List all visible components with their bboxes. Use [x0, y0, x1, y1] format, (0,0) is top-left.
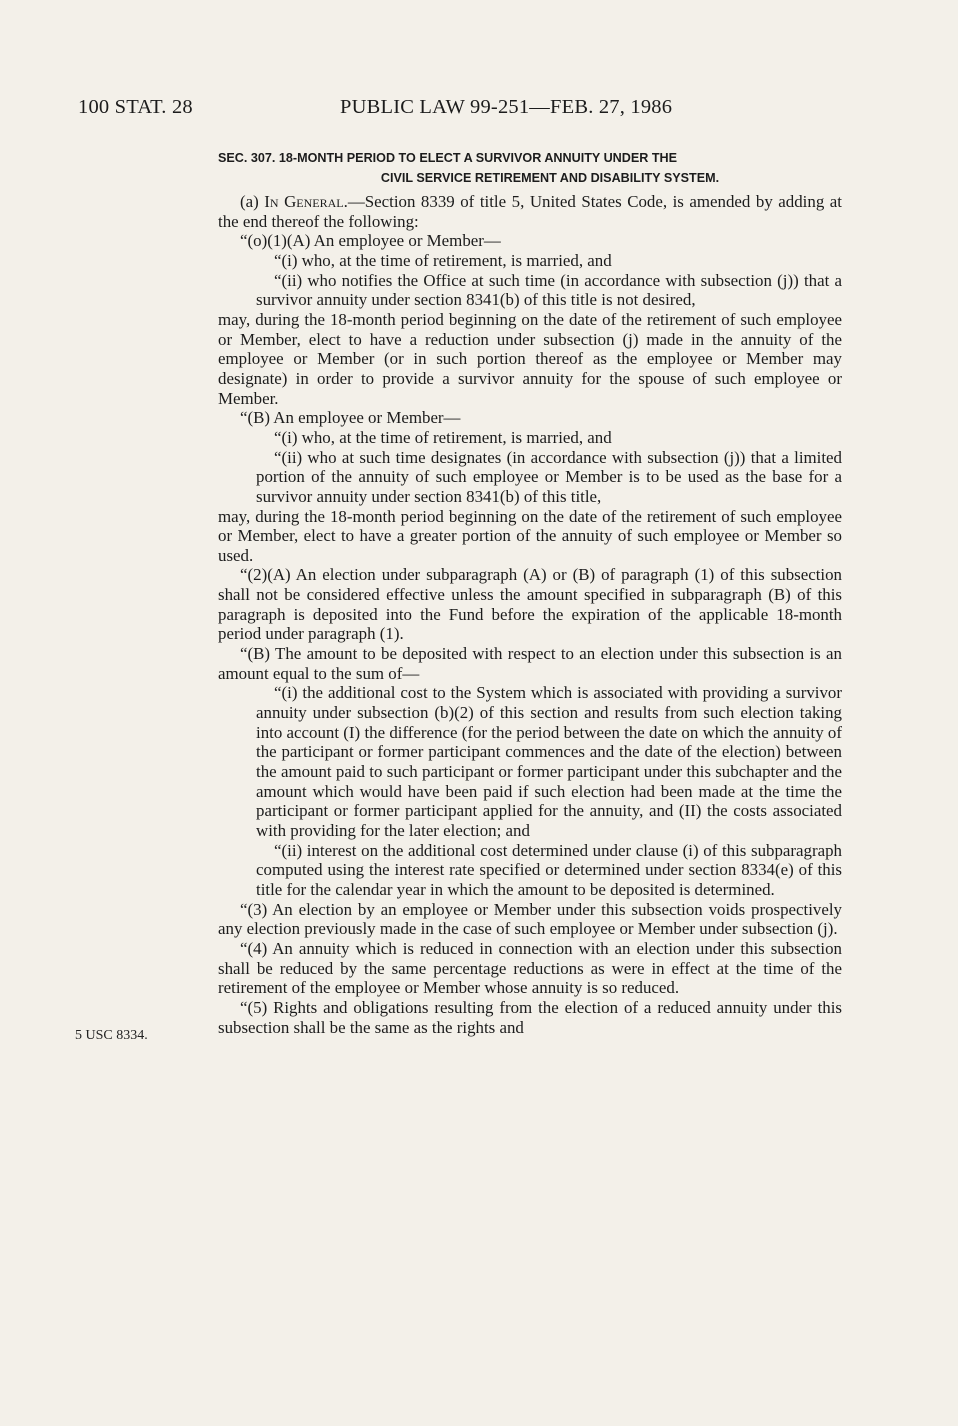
clause-o1B-i: “(i) who, at the time of retirement, is married, and: [274, 427, 612, 447]
public-law-title: PUBLIC LAW 99-251—FEB. 27, 1986: [340, 96, 673, 118]
section-heading-line-1: SEC. 307. 18-MONTH PERIOD TO ELECT A SURVIVOR ANNUITY UNDER THE: [218, 151, 678, 165]
subsection-a-text: .—Section 8339 of title 5, United States Code, is amended by adding at the end thereof the following:: [218, 192, 842, 231]
clause-o1B-ii: “(ii) who at such time designates (in accordance with subsection (j)) that a limited portion of the annuity of such employee or Member is to be used as the base for a survivor annuity under section 8341(b) of this title,: [256, 447, 842, 506]
clause-o1A-i: “(i) who, at the time of retirement, is married, and: [274, 250, 612, 270]
paragraph-o3: “(3) An election by an employee or Member under this subsection voids prospectively any election previously made in the case of such employee or Member under subsection (j).: [218, 899, 842, 939]
subsection-a-caption: In General: [264, 192, 344, 211]
margin-citation: 5 USC 8334.: [75, 1028, 148, 1043]
paragraph-o4: “(4) An annuity which is reduced in connection with an election under this subsection shall be reduced by the same percentage reductions as were in effect at the time of the retirement of the employee or Member whose annuity is so reduced.: [218, 938, 842, 998]
paragraph-o1A-lead: “(o)(1)(A) An employee or Member—: [240, 231, 501, 251]
paragraph-o2B-lead: “(B) The amount to be deposited with respect to an election under this subsection is an amount equal to the sum of—: [218, 644, 842, 683]
section-heading-line-2: CIVIL SERVICE RETIREMENT AND DISABILITY SYSTEM.: [380, 171, 720, 185]
section-heading: [218, 148, 842, 188]
paragraph-o5: “(5) Rights and obligations resulting from the election of a reduced annuity under this subsection shall be the same as the rights and: [218, 997, 842, 1037]
paragraph-o1A-tail: may, during the 18-month period beginning on the date of the retirement of such employee or Member, elect to have a reduction under subsection (j) made in the annuity of the employee or Member (or in such portion thereof as the employee or Member may designate) in order to provide a survivor annuity for the spouse of such employee or Member.: [218, 309, 842, 408]
subsection-a-label: (a): [240, 192, 265, 211]
paragraph-o1B-tail: may, during the 18-month period beginning on the date of the retirement of such employee or Member, elect to have a greater portion of the annuity of such employee or Member so used.: [218, 506, 842, 565]
clause-o2B-ii: “(ii) interest on the additional cost determined under clause (i) of this subparagraph computed using the interest rate specified or determined under section 8334(e) of this title for the calendar year in which the amount to be deposited is determined.: [256, 840, 842, 899]
section-body: [218, 148, 842, 1037]
statute-page-number: 100 STAT. 28: [78, 96, 193, 118]
clause-o2B-i: “(i) the additional cost to the System which is associated with providing a survivor annuity under subsection (b)(2) of this section and results from such election taking into account (I) the difference (for the period between the date on which the annuity of the participant or former participant commences and the date of the election) between the amount paid to such participant or former participant under this subchapter and the amount which would have been paid if such election had been made at the time the participant or former participant applied for the annuity, and (II) the costs associated with providing for the later election; and: [256, 683, 842, 840]
clause-o1A-ii: “(ii) who notifies the Office at such time (in accordance with subsection (j)) that a survivor annuity under section 8341(b) of this title is not desired,: [256, 270, 842, 310]
subsection-a: [218, 192, 842, 231]
paragraph-o2A: “(2)(A) An election under subparagraph (A) or (B) of paragraph (1) of this subsection shall not be considered effective unless the amount specified in subparagraph (B) of this paragraph is deposited into the Fund before the expiration of the applicable 18-month period under paragraph (1).: [218, 565, 842, 644]
paragraph-o1B-lead: “(B) An employee or Member—: [240, 408, 461, 428]
